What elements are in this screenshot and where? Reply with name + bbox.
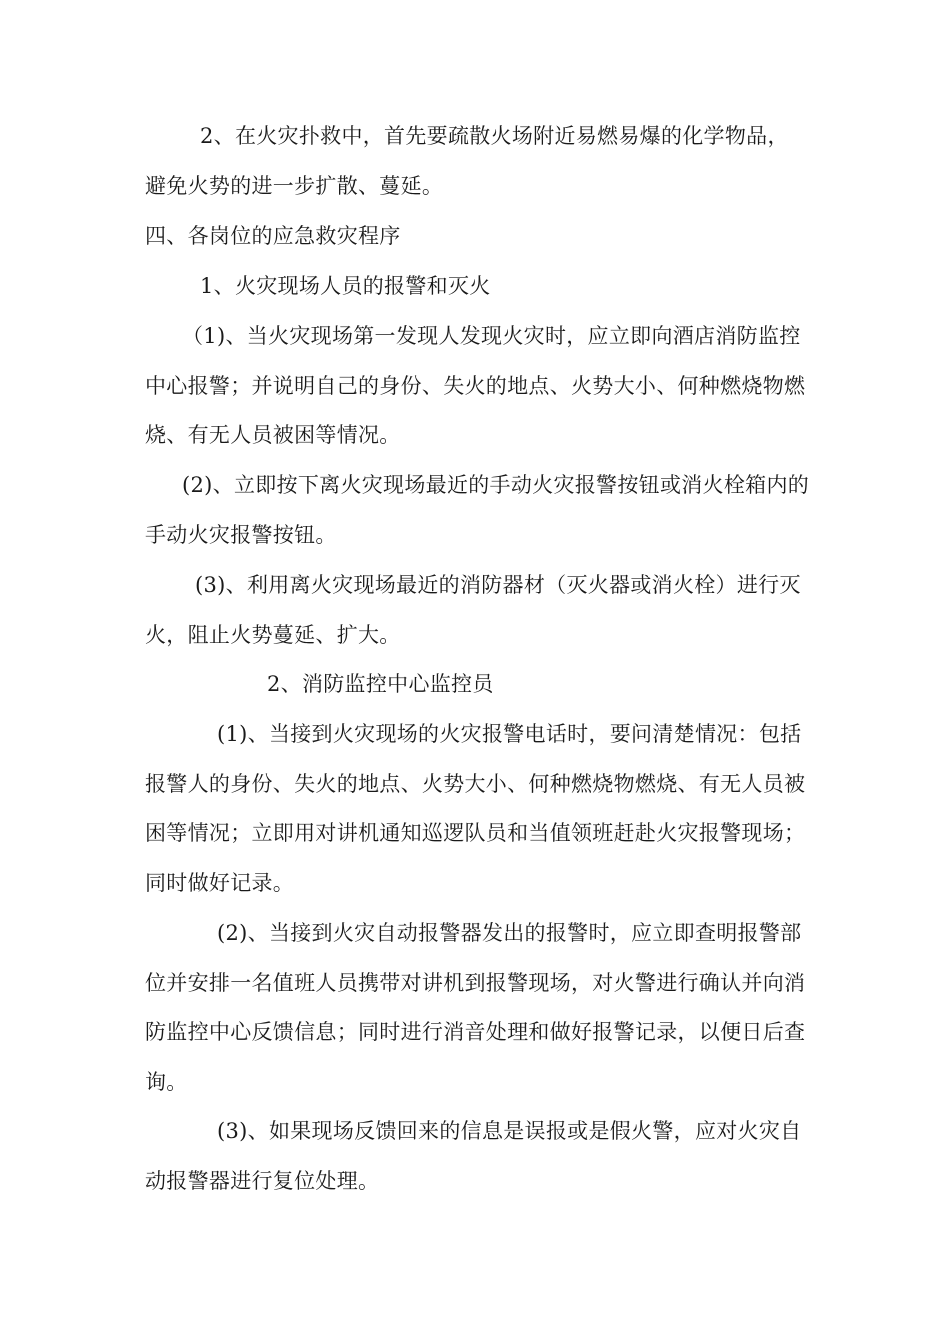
subheading-onsite-personnel: 1、火灾现场人员的报警和灭火 <box>200 274 491 298</box>
paragraph-fire-evacuation-chemicals: 2、在火灾扑救中，首先要疏散火场附近易燃易爆的化学物品，避免火势的进一步扩散、蔓延。 <box>145 124 789 198</box>
subheading-monitoring-center: 2、消防监控中心监控员 <box>267 672 494 696</box>
paragraph-onsite-item-2: (2)、立即按下离火灾现场最近的手动火灾报警按钮或消火栓箱内的手动火灾报警按钮。 <box>145 473 810 547</box>
paragraph-monitoring-item-1: (1)、当接到火灾现场的火灾报警电话时，要问清楚情况：包括报警人的身份、失火的地点、火势大小、何种燃烧物燃烧、有无人员被困等情况；立即用对讲机通知巡逻队员和当值领班赶赴火灾报警现场；同时做好记录。 <box>145 722 806 895</box>
paragraph-monitoring-item-3: (3)、如果现场反馈回来的信息是误报或是假火警，应对火灾自动报警器进行复位处理。 <box>145 1119 802 1193</box>
paragraph-onsite-item-3: (3)、利用离火灾现场最近的消防器材（灭火器或消火栓）进行灭火，阻止火势蔓延、扩大。 <box>145 573 801 647</box>
section-heading-emergency-procedures: 四、各岗位的应急救灾程序 <box>145 224 401 248</box>
paragraph-monitoring-item-2: (2)、当接到火灾自动报警器发出的报警时，应立即查明报警部位并安排一名值班人员携带对讲机到报警现场，对火警进行确认并向消防监控中心反馈信息；同时进行消音处理和做好报警记录，以便日后查询。 <box>145 921 806 1094</box>
paragraph-onsite-item-1: （1)、当火灾现场第一发现人发现火灾时，应立即向酒店消防监控中心报警；并说明自己的身份、失火的地点、火势大小、何种燃烧物燃烧、有无人员被困等情况。 <box>145 324 806 447</box>
